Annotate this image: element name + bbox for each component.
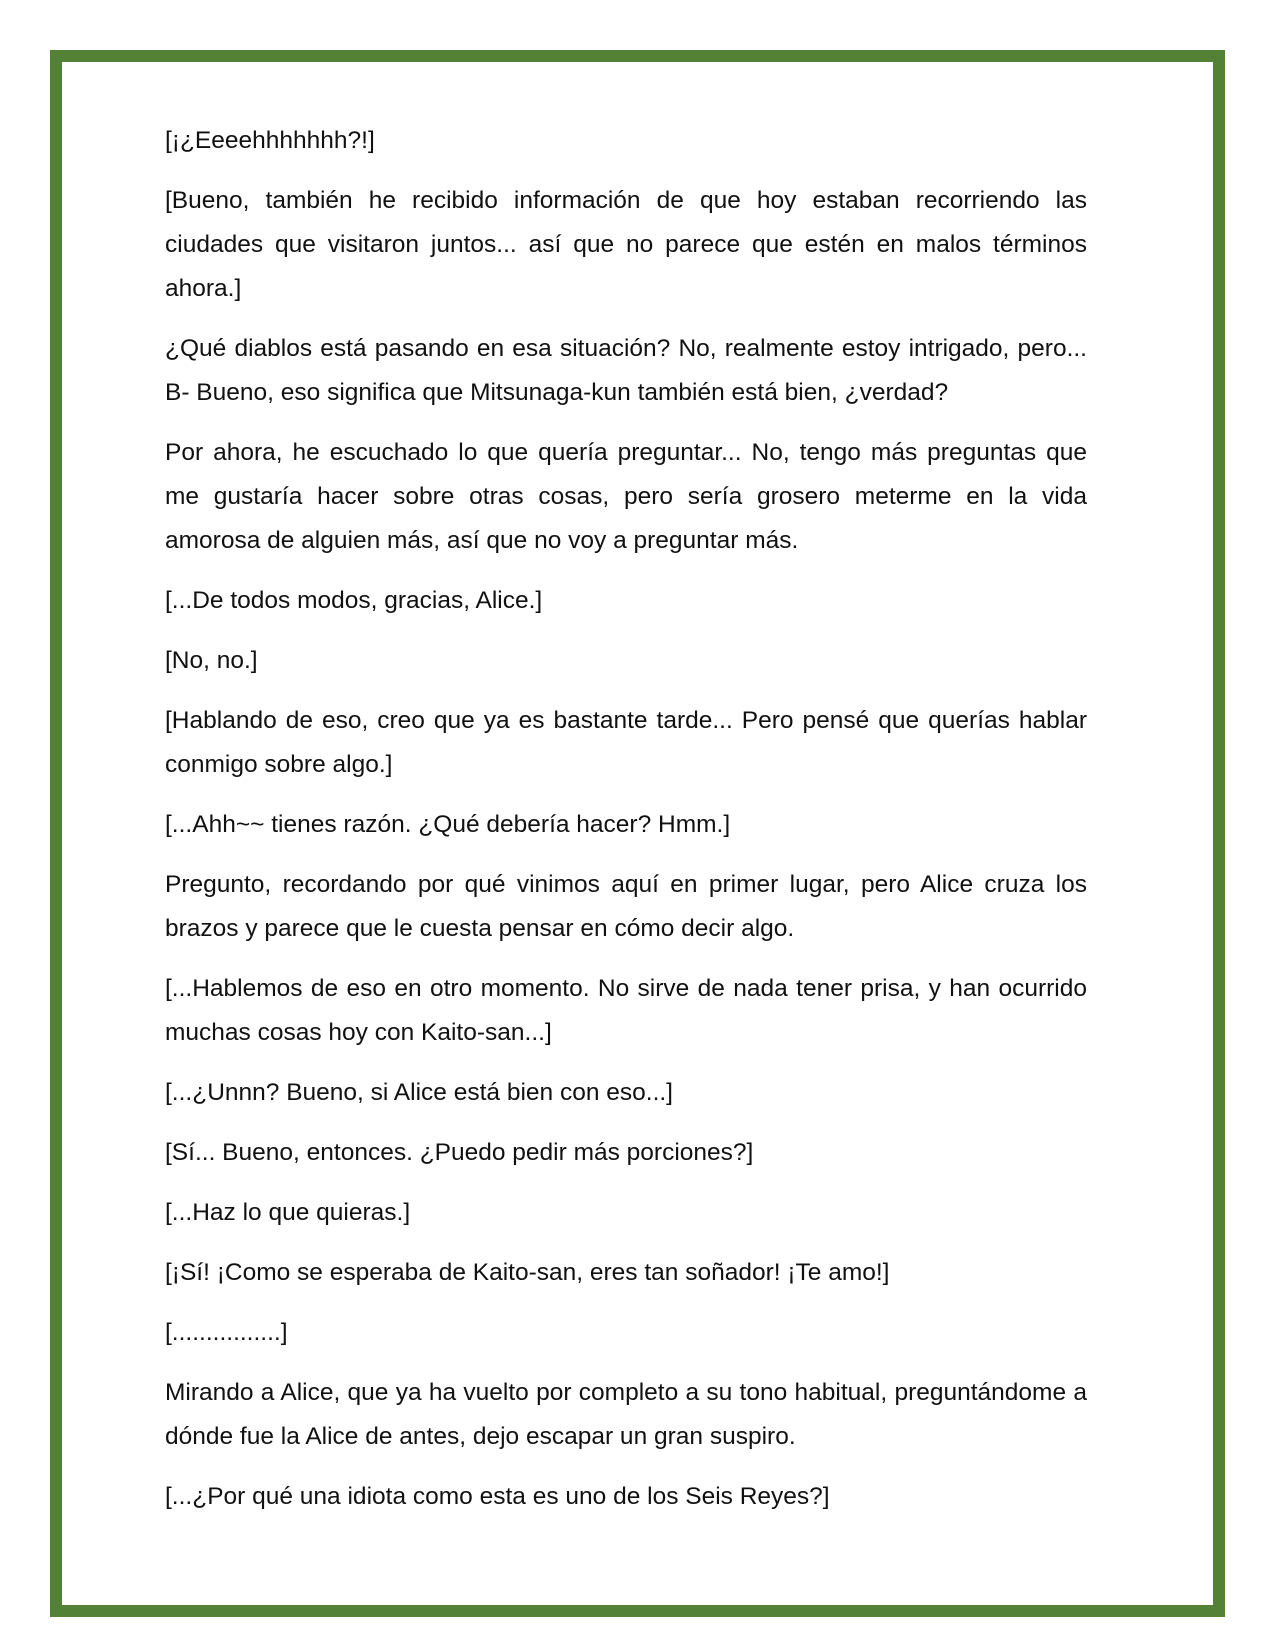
paragraph: [Sí... Bueno, entonces. ¿Puedo pedir más porciones?] <box>165 1139 754 1166</box>
paragraph: [¡Sí! ¡Como se esperaba de Kaito-san, eres tan soñador! ¡Te amo!] <box>165 1259 890 1286</box>
paragraph: [...¿Unnn? Bueno, si Alice está bien con eso...] <box>165 1079 673 1106</box>
paragraph: [No, no.] <box>165 647 258 674</box>
paragraph: Pregunto, recordando por qué vinimos aquí en primer lugar, pero Alice cruza los brazos y parece que le cuesta pensar en cómo decir algo. <box>165 871 1087 942</box>
paragraph: [¡¿Eeeehhhhhhh?!] <box>165 127 375 154</box>
paragraph: [................] <box>165 1319 288 1346</box>
paragraph: Mirando a Alice, que ya ha vuelto por completo a su tono habitual, preguntándome a dónde fue la Alice de antes, dejo escapar un gran suspiro. <box>165 1379 1087 1450</box>
paragraph: Por ahora, he escuchado lo que quería preguntar... No, tengo más preguntas que me gustaría hacer sobre otras cosas, pero sería grosero meterme en la vida amorosa de alguien más, así que no voy a preguntar más. <box>165 439 1087 554</box>
paragraph: [...Hablemos de eso en otro momento. No sirve de nada tener prisa, y han ocurrido muchas cosas hoy con Kaito-san...] <box>165 975 1087 1046</box>
paragraph: [...De todos modos, gracias, Alice.] <box>165 587 543 614</box>
document-body <box>165 119 1087 1535</box>
paragraph: [...Ahh~~ tienes razón. ¿Qué debería hacer? Hmm.] <box>165 811 731 838</box>
paragraph: [Hablando de eso, creo que ya es bastante tarde... Pero pensé que querías hablar conmigo sobre algo.] <box>165 707 1087 778</box>
paragraph: [Bueno, también he recibido información de que hoy estaban recorriendo las ciudades que visitaron juntos... así que no parece que estén en malos términos ahora.] <box>165 187 1087 302</box>
paragraph: [...Haz lo que quieras.] <box>165 1199 411 1226</box>
paragraph: [...¿Por qué una idiota como esta es uno de los Seis Reyes?] <box>165 1483 830 1510</box>
paragraph: ¿Qué diablos está pasando en esa situación? No, realmente estoy intrigado, pero... B- Bueno, eso significa que Mitsunaga-kun también está bien, ¿verdad? <box>165 335 1087 406</box>
